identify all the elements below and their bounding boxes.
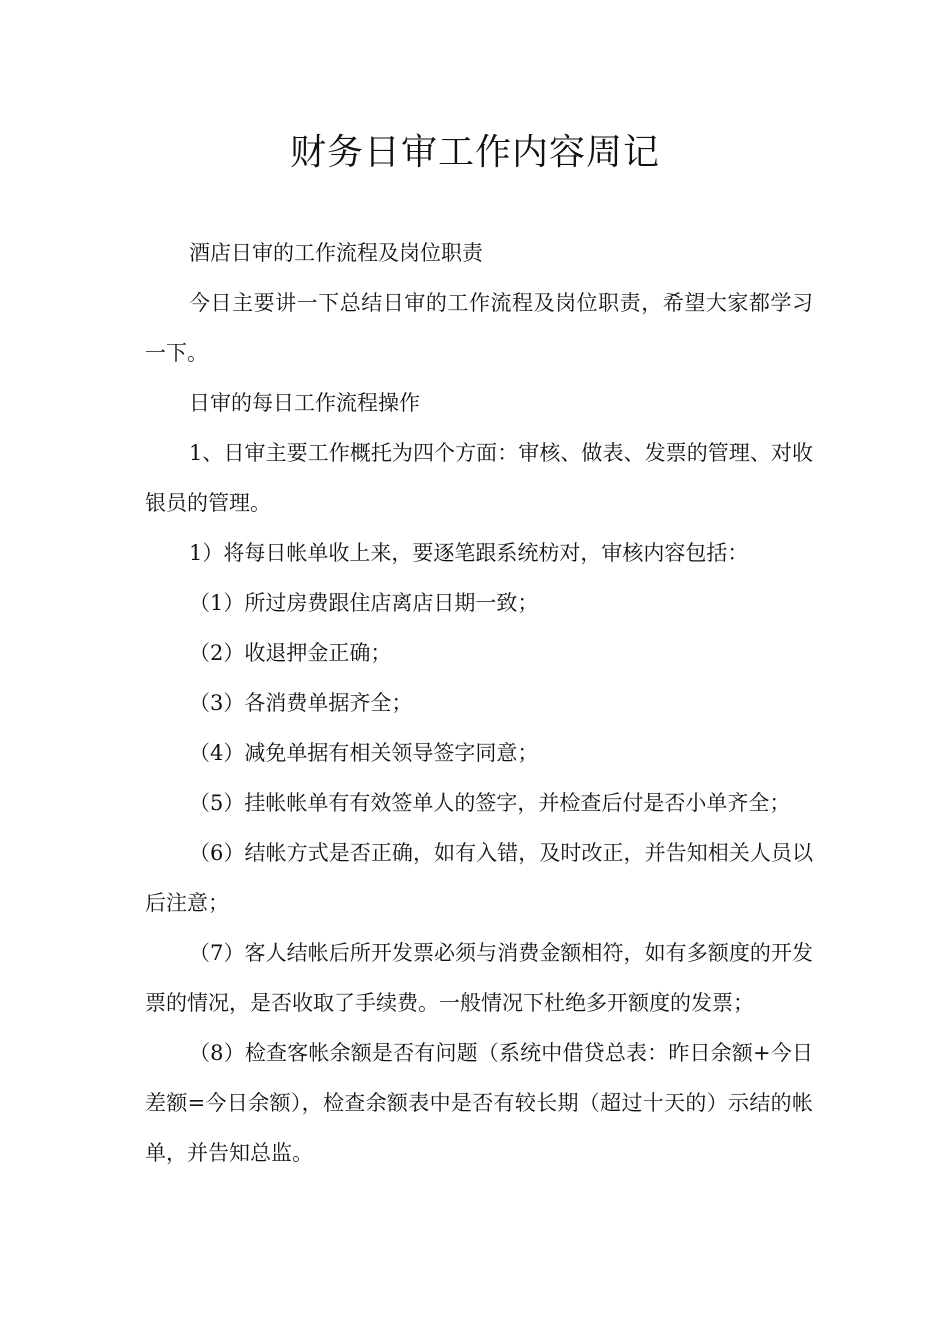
paragraph-heading-daily: 日审的每日工作流程操作 <box>189 391 420 415</box>
paragraph-check-3: （3）各消费单据齐全； <box>189 691 413 715</box>
paragraph-intro: 今日主要讲一下总结日审的工作流程及岗位职责，希望大家都学习一下。 <box>145 291 813 365</box>
paragraph-check-1: （1）所过房费跟住店离店日期一致； <box>189 591 539 615</box>
paragraph-check-8: （8）检查客帐余额是否有问题（系统中借贷总表：昨日余额+今日差额=今日余额），检查余额表中是否有较长期（超过十天的）示结的帐单，并告知总监。 <box>145 1041 813 1165</box>
paragraph-check-4: （4）减免单据有相关领导签字同意； <box>189 741 539 765</box>
paragraph-check-2: （2）收退押金正确； <box>189 641 392 665</box>
document-title: 财务日审工作内容周记 <box>289 132 660 173</box>
paragraph-subitem-1: 1）将每日帐单收上来，要逐笔跟系统枋对，审核内容包括： <box>189 541 749 565</box>
paragraph-check-5: （5）挂帐帐单有有效签单人的签字，并检查后付是否小单齐全； <box>189 791 791 815</box>
paragraph-check-7: （7）客人结帐后所开发票必须与消费金额相符，如有多额度的开发票的情况，是否收取了手续费。一般情况下杜绝多开额度的发票； <box>145 941 813 1015</box>
document-body <box>145 228 813 1178</box>
paragraph-item-1: 1、日审主要工作概托为四个方面：审核、做表、发票的管理、对收银员的管理。 <box>145 441 813 515</box>
paragraph-heading-workflow: 酒店日审的工作流程及岗位职责 <box>189 241 483 265</box>
paragraph-check-6: （6）结帐方式是否正确，如有入错，及时改正，并告知相关人员以后注意； <box>145 841 813 915</box>
